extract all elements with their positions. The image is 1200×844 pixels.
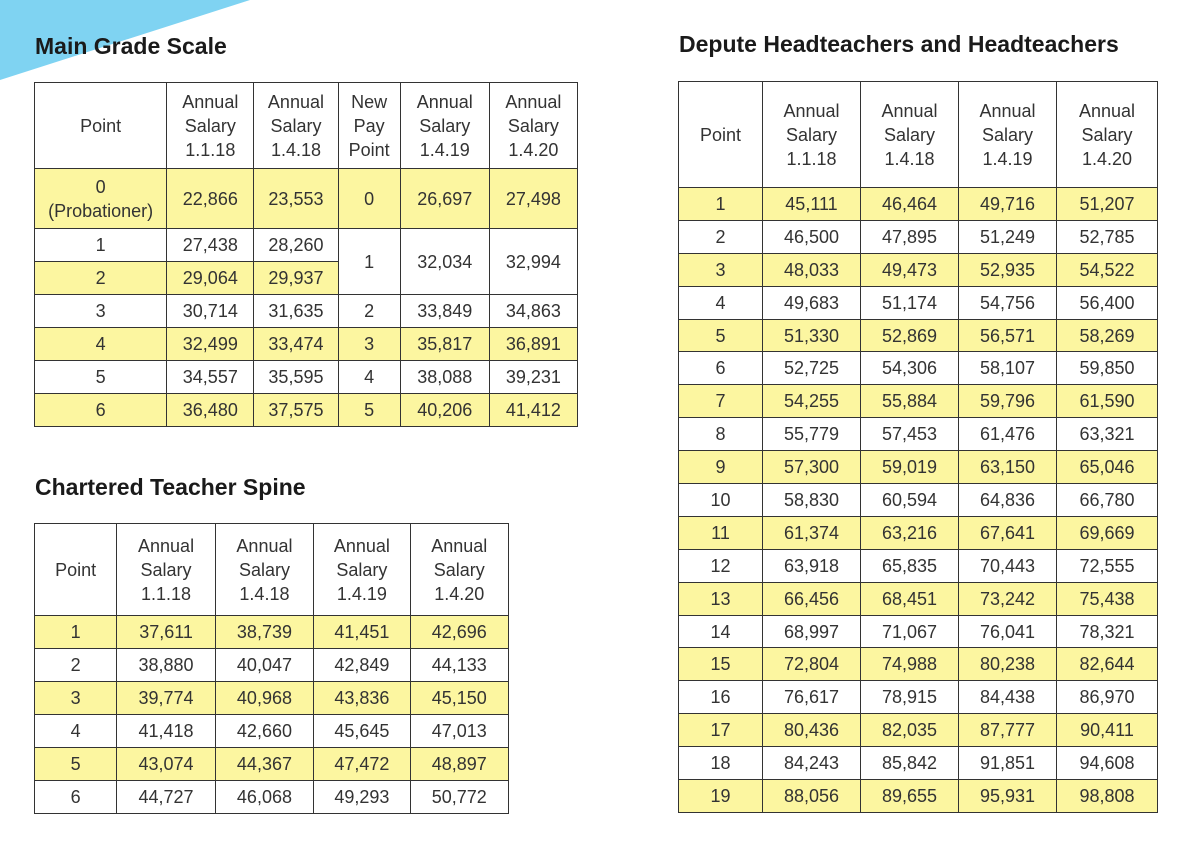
new-pay-point-cell: 4 xyxy=(338,361,400,394)
salary-cell: 40,047 xyxy=(215,649,313,682)
salary-cell: 65,046 xyxy=(1057,451,1158,484)
salary-cell: 66,780 xyxy=(1057,484,1158,517)
salary-cell: 38,088 xyxy=(400,361,489,394)
salary-cell: 74,988 xyxy=(861,648,959,681)
salary-cell: 41,412 xyxy=(489,394,577,427)
salary-cell: 91,851 xyxy=(959,747,1057,780)
salary-cell: 37,575 xyxy=(254,394,338,427)
table-row xyxy=(35,394,578,427)
salary-cell: 42,660 xyxy=(215,715,313,748)
depute-table xyxy=(678,81,1158,813)
column-header: Point xyxy=(679,82,763,188)
column-header: Annual Salary 1.4.20 xyxy=(489,83,577,169)
salary-cell: 58,830 xyxy=(763,484,861,517)
salary-cell: 51,249 xyxy=(959,220,1057,253)
column-header: Annual Salary 1.1.18 xyxy=(167,83,254,169)
salary-cell: 38,739 xyxy=(215,616,313,649)
point-cell: 4 xyxy=(679,286,763,319)
point-cell: 15 xyxy=(679,648,763,681)
table-row xyxy=(679,516,1158,549)
salary-cell: 84,438 xyxy=(959,681,1057,714)
salary-cell: 49,683 xyxy=(763,286,861,319)
table-row xyxy=(679,615,1158,648)
point-cell: 11 xyxy=(679,516,763,549)
salary-cell: 80,238 xyxy=(959,648,1057,681)
salary-cell: 56,400 xyxy=(1057,286,1158,319)
main-grade-table xyxy=(34,82,578,427)
salary-cell: 94,608 xyxy=(1057,747,1158,780)
point-cell: 3 xyxy=(35,295,167,328)
salary-cell: 54,255 xyxy=(763,385,861,418)
table-row xyxy=(35,682,509,715)
table-row xyxy=(679,648,1158,681)
salary-cell: 49,716 xyxy=(959,188,1057,221)
salary-cell: 29,937 xyxy=(254,262,338,295)
point-cell: 10 xyxy=(679,484,763,517)
salary-cell: 89,655 xyxy=(861,780,959,813)
salary-cell: 36,891 xyxy=(489,328,577,361)
table-row xyxy=(35,328,578,361)
point-cell: 3 xyxy=(679,253,763,286)
chartered-header-row xyxy=(35,524,509,616)
salary-cell: 45,150 xyxy=(410,682,508,715)
salary-cell: 61,374 xyxy=(763,516,861,549)
salary-cell: 51,330 xyxy=(763,319,861,352)
salary-cell: 47,895 xyxy=(861,220,959,253)
point-cell: 6 xyxy=(35,781,117,814)
table-row xyxy=(679,780,1158,813)
salary-cell: 46,464 xyxy=(861,188,959,221)
new-pay-point-cell: 2 xyxy=(338,295,400,328)
salary-cell: 34,557 xyxy=(167,361,254,394)
salary-cell: 54,306 xyxy=(861,352,959,385)
salary-cell: 66,456 xyxy=(763,582,861,615)
salary-cell: 78,915 xyxy=(861,681,959,714)
point-cell: 3 xyxy=(35,682,117,715)
point-cell: 5 xyxy=(35,361,167,394)
salary-cell: 85,842 xyxy=(861,747,959,780)
column-header: Annual Salary 1.1.18 xyxy=(117,524,215,616)
new-pay-point-cell: 3 xyxy=(338,328,400,361)
new-pay-point-cell: 1 xyxy=(338,229,400,295)
column-header: Annual Salary 1.4.20 xyxy=(1057,82,1158,188)
point-cell: 12 xyxy=(679,549,763,582)
salary-cell: 45,111 xyxy=(763,188,861,221)
table-row xyxy=(679,352,1158,385)
table-row xyxy=(35,361,578,394)
salary-cell: 46,068 xyxy=(215,781,313,814)
table-row xyxy=(679,484,1158,517)
salary-cell: 43,074 xyxy=(117,748,215,781)
table-row xyxy=(35,781,509,814)
salary-cell: 58,107 xyxy=(959,352,1057,385)
column-header: Annual Salary 1.1.18 xyxy=(763,82,861,188)
salary-cell: 51,174 xyxy=(861,286,959,319)
salary-cell: 32,499 xyxy=(167,328,254,361)
salary-cell: 44,133 xyxy=(410,649,508,682)
point-cell: 5 xyxy=(35,748,117,781)
table-row xyxy=(679,451,1158,484)
table-row xyxy=(679,286,1158,319)
salary-cell: 43,836 xyxy=(314,682,410,715)
salary-cell: 31,635 xyxy=(254,295,338,328)
point-cell: 8 xyxy=(679,418,763,451)
chartered-title: Chartered Teacher Spine xyxy=(35,474,306,500)
salary-cell: 82,035 xyxy=(861,714,959,747)
salary-cell: 72,804 xyxy=(763,648,861,681)
salary-cell: 67,641 xyxy=(959,516,1057,549)
salary-cell: 44,367 xyxy=(215,748,313,781)
salary-cell: 70,443 xyxy=(959,549,1057,582)
table-row xyxy=(35,295,578,328)
salary-cell: 59,850 xyxy=(1057,352,1158,385)
salary-cell: 27,438 xyxy=(167,229,254,262)
salary-cell: 60,594 xyxy=(861,484,959,517)
salary-cell: 76,617 xyxy=(763,681,861,714)
salary-cell: 37,611 xyxy=(117,616,215,649)
point-cell: 19 xyxy=(679,780,763,813)
point-cell: 5 xyxy=(679,319,763,352)
point-cell: 13 xyxy=(679,582,763,615)
table-row xyxy=(679,319,1158,352)
column-header: Annual Salary 1.4.19 xyxy=(400,83,489,169)
salary-cell: 46,500 xyxy=(763,220,861,253)
table-row xyxy=(679,681,1158,714)
salary-cell: 49,473 xyxy=(861,253,959,286)
point-cell: 6 xyxy=(35,394,167,427)
salary-cell: 36,480 xyxy=(167,394,254,427)
salary-cell: 42,696 xyxy=(410,616,508,649)
point-cell: 18 xyxy=(679,747,763,780)
salary-cell: 23,553 xyxy=(254,169,338,229)
salary-cell: 63,321 xyxy=(1057,418,1158,451)
salary-cell: 47,472 xyxy=(314,748,410,781)
salary-cell: 86,970 xyxy=(1057,681,1158,714)
point-cell: 4 xyxy=(35,328,167,361)
salary-cell: 55,884 xyxy=(861,385,959,418)
salary-cell: 59,019 xyxy=(861,451,959,484)
salary-cell: 39,774 xyxy=(117,682,215,715)
salary-cell: 63,918 xyxy=(763,549,861,582)
salary-cell: 49,293 xyxy=(314,781,410,814)
salary-cell: 44,727 xyxy=(117,781,215,814)
column-header: Point xyxy=(35,83,167,169)
point-cell: 4 xyxy=(35,715,117,748)
salary-cell: 40,206 xyxy=(400,394,489,427)
column-header: Annual Salary 1.4.19 xyxy=(314,524,410,616)
table-row xyxy=(35,616,509,649)
salary-cell: 78,321 xyxy=(1057,615,1158,648)
salary-cell: 29,064 xyxy=(167,262,254,295)
table-row xyxy=(679,582,1158,615)
depute-header-row xyxy=(679,82,1158,188)
salary-cell: 33,849 xyxy=(400,295,489,328)
salary-cell: 72,555 xyxy=(1057,549,1158,582)
salary-cell: 27,498 xyxy=(489,169,577,229)
salary-cell: 47,013 xyxy=(410,715,508,748)
salary-cell: 52,785 xyxy=(1057,220,1158,253)
salary-cell: 52,869 xyxy=(861,319,959,352)
table-row xyxy=(679,253,1158,286)
salary-cell: 48,897 xyxy=(410,748,508,781)
column-header: Annual Salary 1.4.20 xyxy=(410,524,508,616)
salary-cell: 71,067 xyxy=(861,615,959,648)
salary-cell: 88,056 xyxy=(763,780,861,813)
salary-cell: 26,697 xyxy=(400,169,489,229)
salary-cell: 22,866 xyxy=(167,169,254,229)
column-header: Annual Salary 1.4.19 xyxy=(959,82,1057,188)
point-cell: 2 xyxy=(35,649,117,682)
salary-cell: 87,777 xyxy=(959,714,1057,747)
salary-cell: 65,835 xyxy=(861,549,959,582)
salary-cell: 61,476 xyxy=(959,418,1057,451)
salary-cell: 40,968 xyxy=(215,682,313,715)
salary-cell: 51,207 xyxy=(1057,188,1158,221)
chartered-table xyxy=(34,523,509,814)
salary-cell: 52,725 xyxy=(763,352,861,385)
depute-title: Depute Headteachers and Headteachers xyxy=(679,31,1119,57)
salary-cell: 82,644 xyxy=(1057,648,1158,681)
main-grade-header-row xyxy=(35,83,578,169)
salary-cell: 45,645 xyxy=(314,715,410,748)
salary-cell: 55,779 xyxy=(763,418,861,451)
salary-cell: 28,260 xyxy=(254,229,338,262)
point-cell: 16 xyxy=(679,681,763,714)
table-row xyxy=(679,220,1158,253)
salary-cell: 38,880 xyxy=(117,649,215,682)
salary-cell: 73,242 xyxy=(959,582,1057,615)
table-row xyxy=(35,715,509,748)
salary-cell: 33,474 xyxy=(254,328,338,361)
salary-cell: 50,772 xyxy=(410,781,508,814)
salary-cell: 35,817 xyxy=(400,328,489,361)
point-cell: 7 xyxy=(679,385,763,418)
table-row xyxy=(35,169,578,229)
point-cell: 2 xyxy=(679,220,763,253)
table-row xyxy=(35,748,509,781)
point-cell: 0 (Probationer) xyxy=(35,169,167,229)
point-cell: 6 xyxy=(679,352,763,385)
main-grade-title: Main Grade Scale xyxy=(35,33,227,59)
salary-cell: 30,714 xyxy=(167,295,254,328)
column-header: New Pay Point xyxy=(338,83,400,169)
salary-cell: 52,935 xyxy=(959,253,1057,286)
table-row xyxy=(679,418,1158,451)
table-row xyxy=(679,188,1158,221)
salary-cell: 58,269 xyxy=(1057,319,1158,352)
column-header: Point xyxy=(35,524,117,616)
salary-cell: 98,808 xyxy=(1057,780,1158,813)
point-cell: 14 xyxy=(679,615,763,648)
salary-cell: 39,231 xyxy=(489,361,577,394)
salary-cell: 90,411 xyxy=(1057,714,1158,747)
point-cell: 1 xyxy=(35,616,117,649)
salary-cell: 41,418 xyxy=(117,715,215,748)
salary-cell: 63,150 xyxy=(959,451,1057,484)
salary-cell: 32,034 xyxy=(400,229,489,295)
salary-cell: 59,796 xyxy=(959,385,1057,418)
salary-cell: 80,436 xyxy=(763,714,861,747)
salary-cell: 76,041 xyxy=(959,615,1057,648)
salary-cell: 68,997 xyxy=(763,615,861,648)
new-pay-point-cell: 0 xyxy=(338,169,400,229)
column-header: Annual Salary 1.4.18 xyxy=(215,524,313,616)
table-row xyxy=(679,747,1158,780)
salary-cell: 69,669 xyxy=(1057,516,1158,549)
table-row xyxy=(35,649,509,682)
column-header: Annual Salary 1.4.18 xyxy=(254,83,338,169)
salary-cell: 61,590 xyxy=(1057,385,1158,418)
new-pay-point-cell: 5 xyxy=(338,394,400,427)
salary-cell: 48,033 xyxy=(763,253,861,286)
point-cell: 9 xyxy=(679,451,763,484)
salary-cell: 56,571 xyxy=(959,319,1057,352)
table-row xyxy=(35,229,578,262)
salary-cell: 68,451 xyxy=(861,582,959,615)
salary-cell: 75,438 xyxy=(1057,582,1158,615)
salary-cell: 57,300 xyxy=(763,451,861,484)
table-row xyxy=(679,549,1158,582)
salary-cell: 95,931 xyxy=(959,780,1057,813)
column-header: Annual Salary 1.4.18 xyxy=(861,82,959,188)
point-cell: 2 xyxy=(35,262,167,295)
salary-cell: 32,994 xyxy=(489,229,577,295)
point-cell: 17 xyxy=(679,714,763,747)
salary-cell: 57,453 xyxy=(861,418,959,451)
salary-cell: 42,849 xyxy=(314,649,410,682)
salary-cell: 35,595 xyxy=(254,361,338,394)
table-row xyxy=(679,714,1158,747)
salary-cell: 34,863 xyxy=(489,295,577,328)
point-cell: 1 xyxy=(35,229,167,262)
salary-cell: 84,243 xyxy=(763,747,861,780)
salary-cell: 63,216 xyxy=(861,516,959,549)
salary-cell: 54,756 xyxy=(959,286,1057,319)
salary-cell: 41,451 xyxy=(314,616,410,649)
salary-cell: 54,522 xyxy=(1057,253,1158,286)
salary-cell: 64,836 xyxy=(959,484,1057,517)
table-row xyxy=(679,385,1158,418)
point-cell: 1 xyxy=(679,188,763,221)
